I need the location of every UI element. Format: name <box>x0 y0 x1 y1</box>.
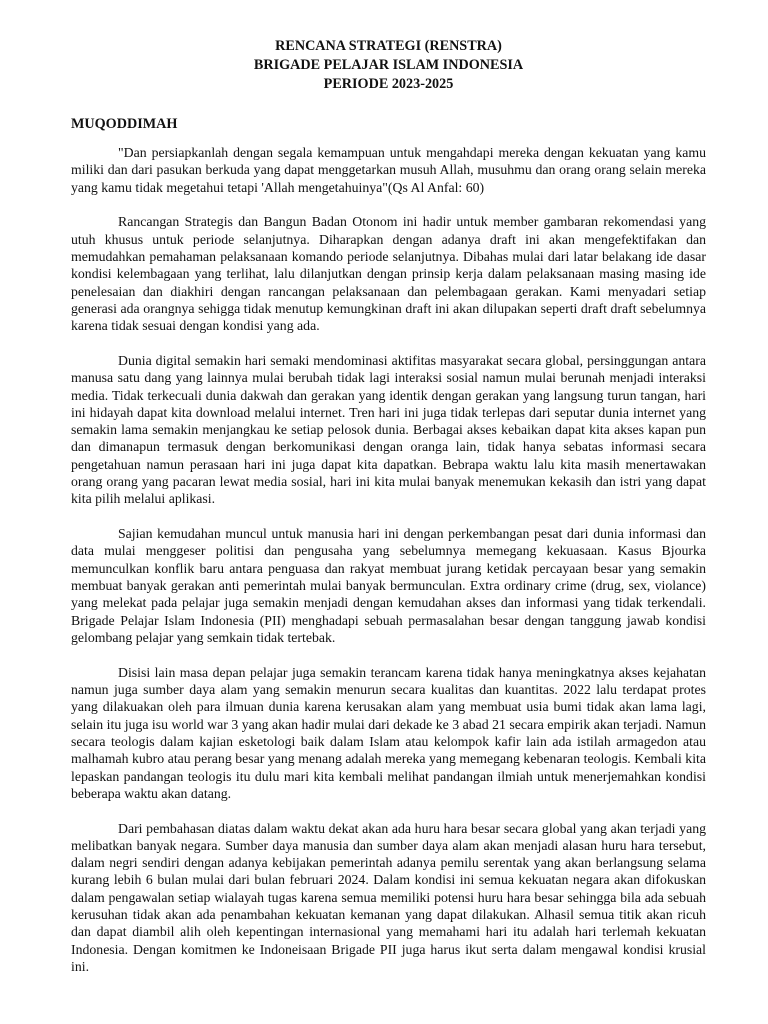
paragraph-5: Dari pembahasan diatas dalam waktu dekat akan ada huru hara besar secara global yang akan terjadi yang melibatkan banyak negara. Sumber daya manusia dan sumber daya alam akan menjadi alasan huru hara tersebut, dalam negri sendiri dengan adanya kebijakan pemerintah adanya pemilu serentak yang akan berlangsung selama kurang lebih 6 bulan mulai dari bulan februari 2024. Dalam kondisi ini semua kekuatan negara akan difokuskan dalam pengawalan setiap wialayah tugas karena semua memiliki potensi huru hara besar sehingga bila ada sebuah kerusuhan tidak akan ada penambahan kekuatan kemanan yang dapat dilakukan. Alhasil semua titik akan ricuh dan dapat diambil alih oleh kepentingan internasional yang memahami hari itu adalah hari terlemah kekuatan Indonesia. Dengan komitmen ke Indoneisaan Brigade PII juga harus ikut serta dalam mengawal kondisi krusial ini. <box>71 820 706 974</box>
paragraph-quote: "Dan persiapkanlah dengan segala kemampuan untuk mengahdapi mereka dengan kekuatan yang kamu miliki dan dari pasukan berkuda yang dapat menggetarkan musuh Allah, musuhmu dan orang orang selain mereka yang kamu tidak megetahui tetapi 'Allah mengetahuinya"(Qs Al Anfal: 60) <box>71 145 706 195</box>
document-header <box>71 37 706 94</box>
section-heading: MUQODDIMAH <box>71 116 178 132</box>
document-title-line-1: RENCANA STRATEGI (RENSTRA) <box>275 38 502 54</box>
paragraph-4: Disisi lain masa depan pelajar juga semakin terancam karena tidak hanya meningkatnya akses kejahatan namun juga sumber daya alam yang semakin menurun secara kualitas dan kuantitas. 2022 lalu terdapat protes yang dilakuakan oleh para ilmuan dunia karena kerusakan alam yang membuat usia bumi tidak akan lama lagi, selain itu juga isu world war 3 yang akan hadir mulai dari dekade ke 3 abad 21 secara empirik akan terjadi. Namun secara teologis dalam kajian esketologi baik dalam Islam atau kelompok kafir lain ada istilah armagedon atau malhamah kubro atau perang besar yang menang adalah mereka yang memegang kebenaran teologis. Kembali kita lepaskan pandangan teologis itu dulu mari kita kembali melihat pandangan ilmiah untuk menerjemahkan kondisi beberapa waktu akan datang. <box>71 664 706 801</box>
document-title-line-3: PERIODE 2023-2025 <box>323 76 454 92</box>
paragraph-1: Rancangan Strategis dan Bangun Badan Otonom ini hadir untuk member gambaran rekomendasi yang utuh khusus untuk periode selanjutnya. Diharapkan dengan adanya draft ini akan mengefektifakan dan memudahkan pemahaman pelaksanaan komando periode selanjutnya. Dibahas mulai dari latar belakang ide dasar kondisi kelembagaan yang terlihat, lalu dilanjutkan dengan prinsip kerja dalam pelaksanaan masing masing ide penelesaian dan diakhiri dengan rancangan pelaksanaan dan pelembagaan gerakan. Kami menyadari setiap generasi ada orangnya sehigga tidak menutup kemungkinan draft ini akan dilupakan seperti draft draft sebelumnya karena tidak sesuai dengan kondisi yang ada. <box>71 214 706 334</box>
document-title-line-2: BRIGADE PELAJAR ISLAM INDONESIA <box>253 57 524 73</box>
paragraph-3: Sajian kemudahan muncul untuk manusia hari ini dengan perkembangan pesat dari dunia informasi dan data mulai menggeser politisi dan pengusaha yang sebelumnya memegang kekuasaan. Kasus Bjourka memunculkan konflik baru antara penguasa dan rakyat membuat jurang ketidak percayaan besar yang semakin membuat banyak gerakan anti pemerintah mulai banyak bermunculan. Extra ordinary crime (drug, sex, violance) yang melekat pada pelajar juga semakin menjadi dengan kemudahan akses dan informasi yang tidak terkendali. Brigade Pelajar Islam Indonesia (PII) menghadapi sebuah permasalahan besar dengan tanggung jawab kondisi gelombang pelajar yang semkain tidak tertebak. <box>71 526 706 645</box>
paragraph-2: Dunia digital semakin hari semaki mendominasi aktifitas masyarakat secara global, persinggungan antara manusa satu dang yang lainnya mulai berubah tidak lagi interaksi sosial namun mulai berunah menjadi interaksi media. Tidak terkecuali dunia dakwah dan gerakan yang identik dengan gerakan yang langsung turun tangan, hari ini hidayah dapat kita download melalui internet. Tren hari ini juga tidak terlepas dari seputar dunia internet yang semakin lama semakin menjangkau ke setiap pelosok dunia. Berbagai akses kebaikan dapat kita akses kapan pun dan dimanapun termasuk dengan berkomunikasi dengan oranga lain, tidak hanya sebatas informasi secara pengetahuan namun perasaan hari ini juga dapat kita dapatkan. Bebrapa waktu lalu kita masih menertawakan orang orang yang pacaran lewat media sosial, hari ini kita mulai banyak menemukan kekasih dan istri yang dapat kita pilih melalui aplikasi. <box>71 352 706 507</box>
